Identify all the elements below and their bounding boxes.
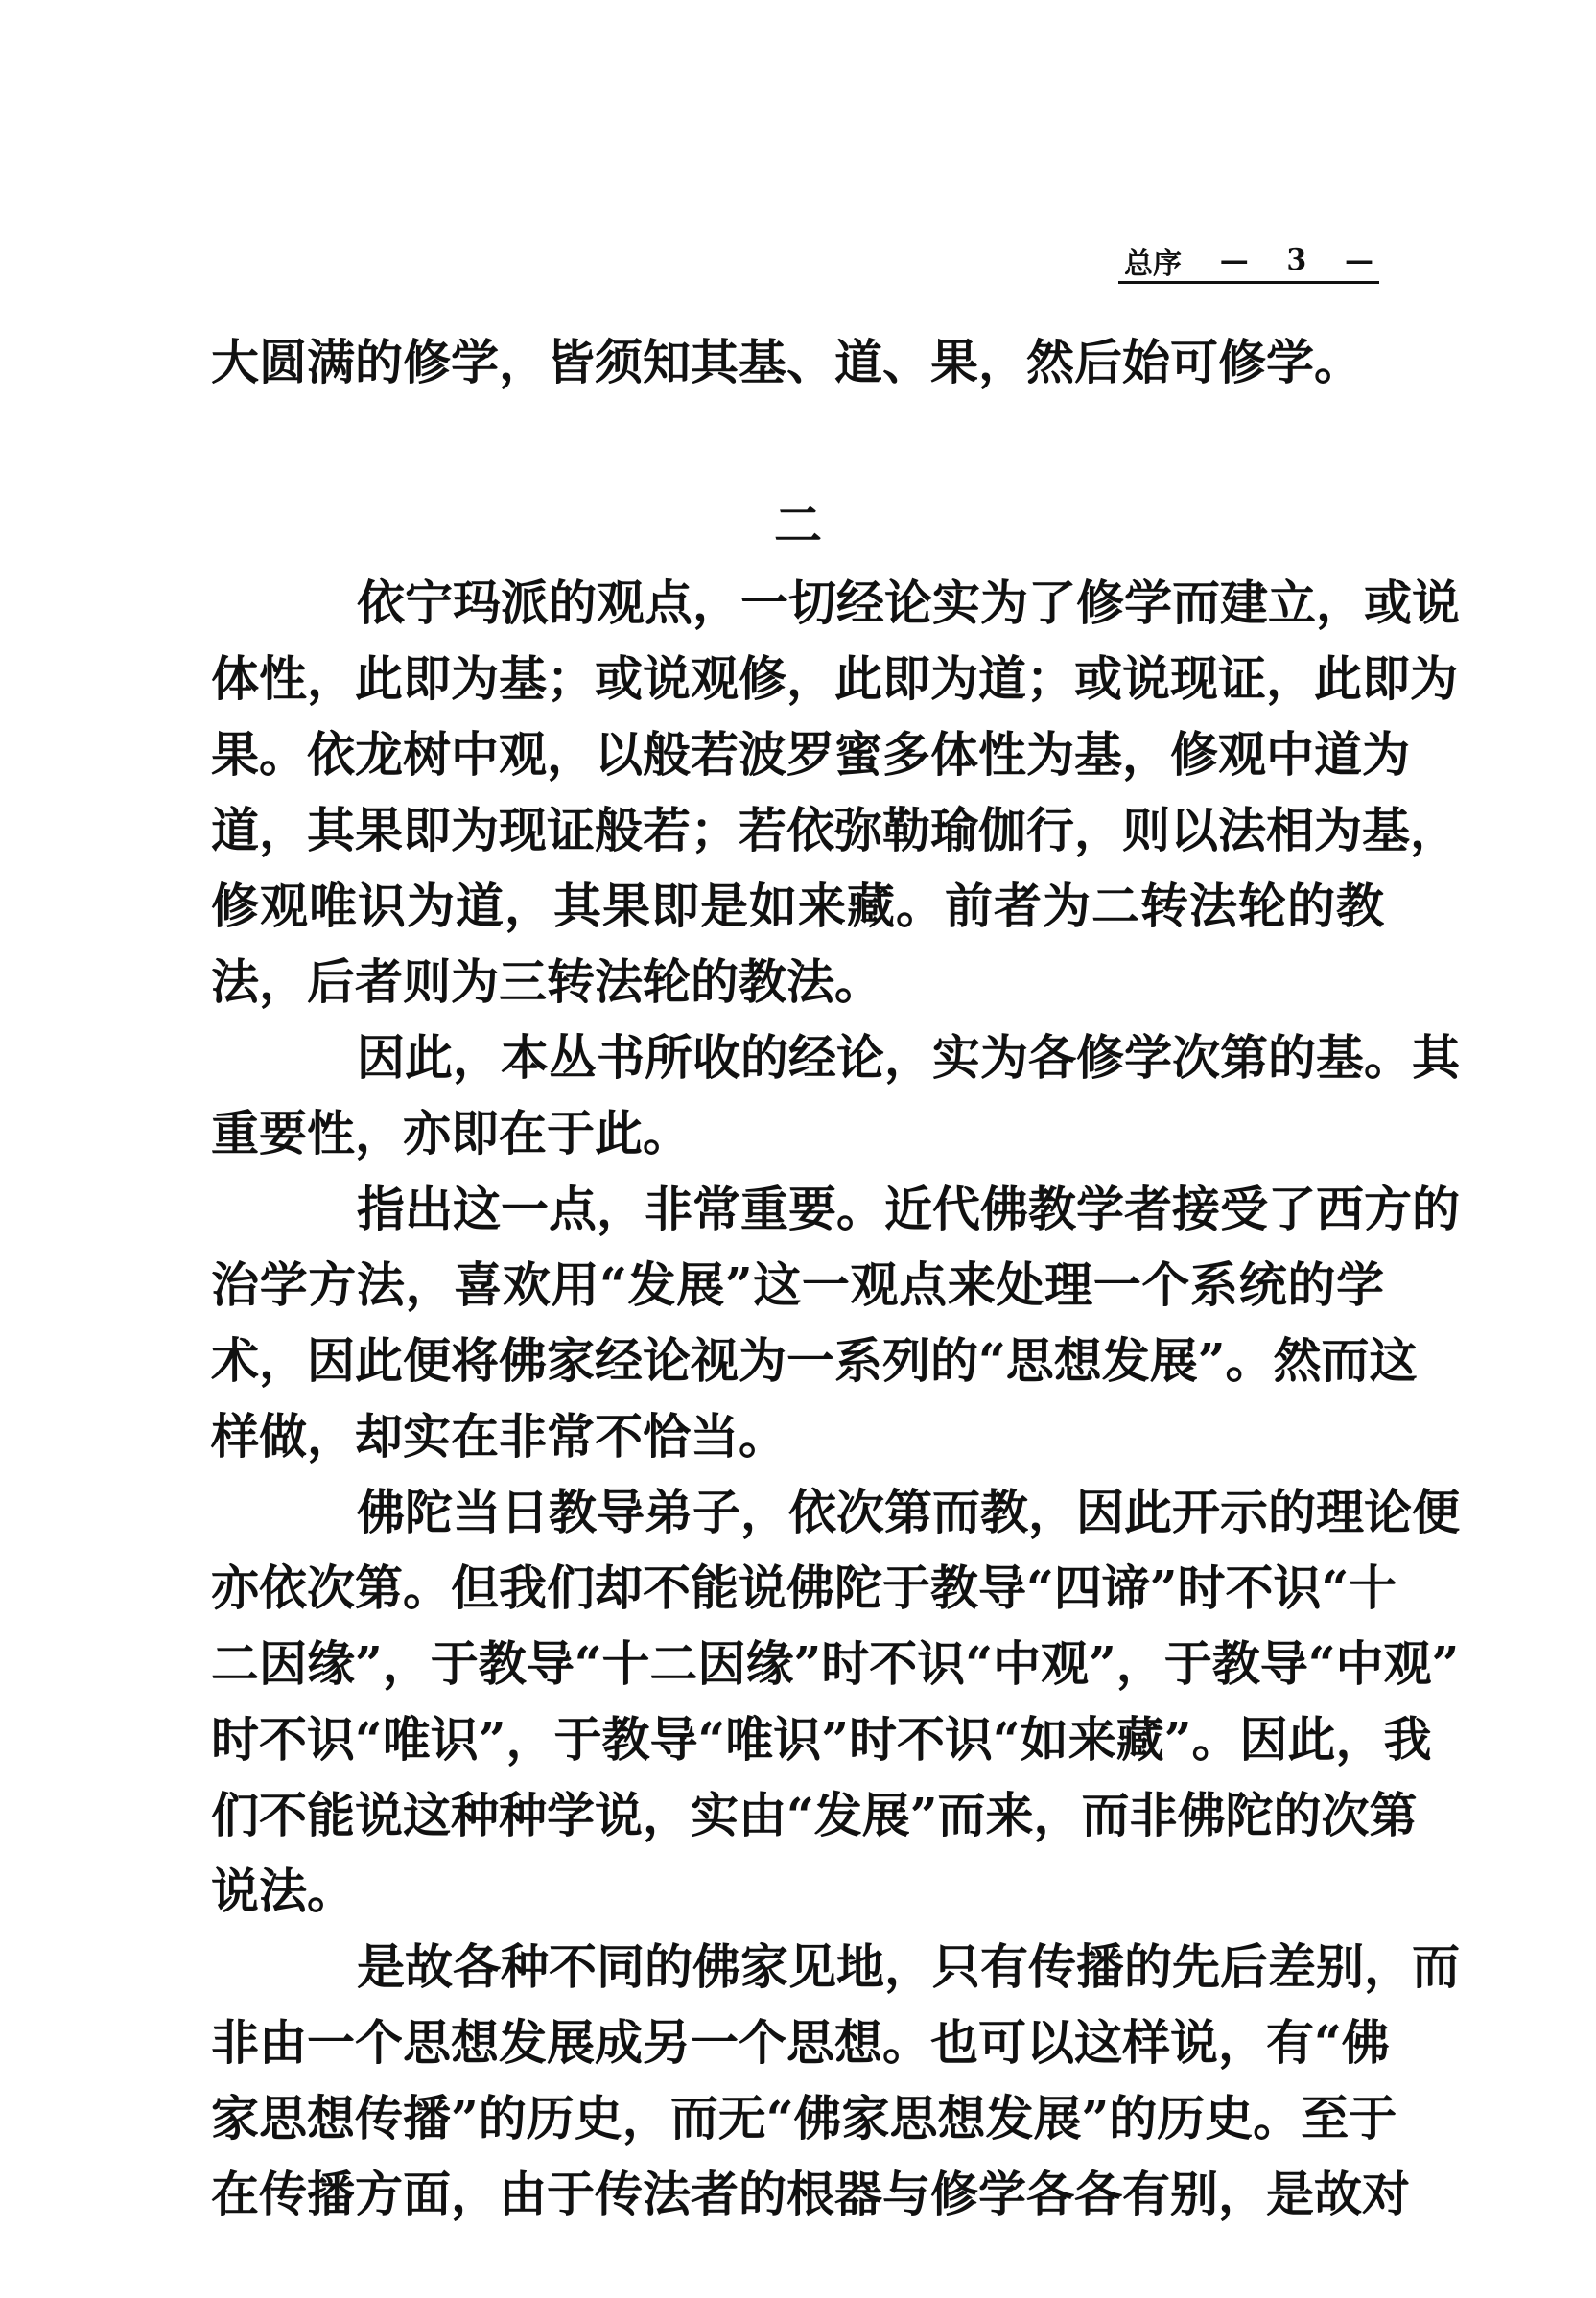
header-dash-right: — — [1344, 244, 1373, 277]
paragraph — [211, 1171, 1460, 1474]
text-line: 因此，本丛书所收的经论，实为各修学次第的基。其 — [357, 1029, 1460, 1086]
text-line: 果。依龙树中观，以般若波罗蜜多体性为基，修观中道为 — [211, 726, 1410, 783]
paragraph — [211, 1020, 1460, 1171]
text-line: 非由一个思想发展成另一个思想。也可以这样说，有“佛 — [211, 2014, 1390, 2071]
text-line: 样做，却实在非常不恰当。 — [211, 1408, 786, 1465]
text-line: 指出这一点，非常重要。近代佛教学者接受了西方的 — [357, 1181, 1460, 1237]
text-line: 道，其果即为现证般若；若依弥勒瑜伽行，则以法相为基， — [211, 802, 1458, 858]
running-header — [1118, 240, 1379, 284]
section-heading: 二 — [774, 497, 822, 553]
text-line: 家思想传播”的历史，而无“佛家思想发展”的历史。至于 — [211, 2090, 1397, 2146]
text-line: 们不能说这种种学说，实由“发展”而来，而非佛陀的次第 — [211, 1787, 1418, 1843]
text-line: 二因缘”，于教导“十二因缘”时不识“中观”，于教导“中观” — [211, 1635, 1460, 1692]
header-dash-left: — — [1219, 244, 1249, 277]
paragraph — [211, 1474, 1460, 1929]
text-line: 亦依次第。但我们却不能说佛陀于教导“四谛”时不识“十 — [211, 1559, 1397, 1616]
paragraph — [211, 565, 1460, 1020]
text-line: 术，因此便将佛家经论视为一系列的“思想发展”。然而这 — [211, 1332, 1418, 1389]
body-text — [211, 565, 1460, 2232]
text-line: 治学方法，喜欢用“发展”这一观点来处理一个系统的学 — [211, 1256, 1384, 1313]
text-line: 重要性，亦即在于此。 — [211, 1105, 691, 1161]
text-line: 是故各种不同的佛家见地，只有传播的先后差别，而 — [357, 1938, 1460, 1995]
text-line: 修观唯识为道，其果即是如来藏。前者为二转法轮的教 — [211, 878, 1384, 934]
text-line: 时不识“唯识”，于教导“唯识”时不识“如来藏”。因此，我 — [211, 1711, 1432, 1768]
text-line: 佛陀当日教导弟子，依次第而教，因此开示的理论便 — [357, 1484, 1460, 1540]
text-line: 依宁玛派的观点，一切经论实为了修学而建立，或说 — [357, 574, 1460, 631]
text-line: 法，后者则为三转法轮的教法。 — [211, 953, 882, 1010]
page-number: 3 — [1286, 244, 1307, 277]
paragraph — [211, 1929, 1460, 2232]
text-line: 体性，此即为基；或说观修，此即为道；或说现证，此即为 — [211, 650, 1458, 707]
text-line: 大圆满的修学，皆须知其基、道、果，然后始可修学。 — [211, 334, 1362, 390]
text-line: 说法。 — [211, 1863, 355, 1919]
continuation-paragraph — [211, 324, 1384, 400]
header-title: 总序 — [1124, 246, 1182, 281]
text-line: 在传播方面，由于传法者的根器与修学各各有别，是故对 — [211, 2166, 1410, 2222]
